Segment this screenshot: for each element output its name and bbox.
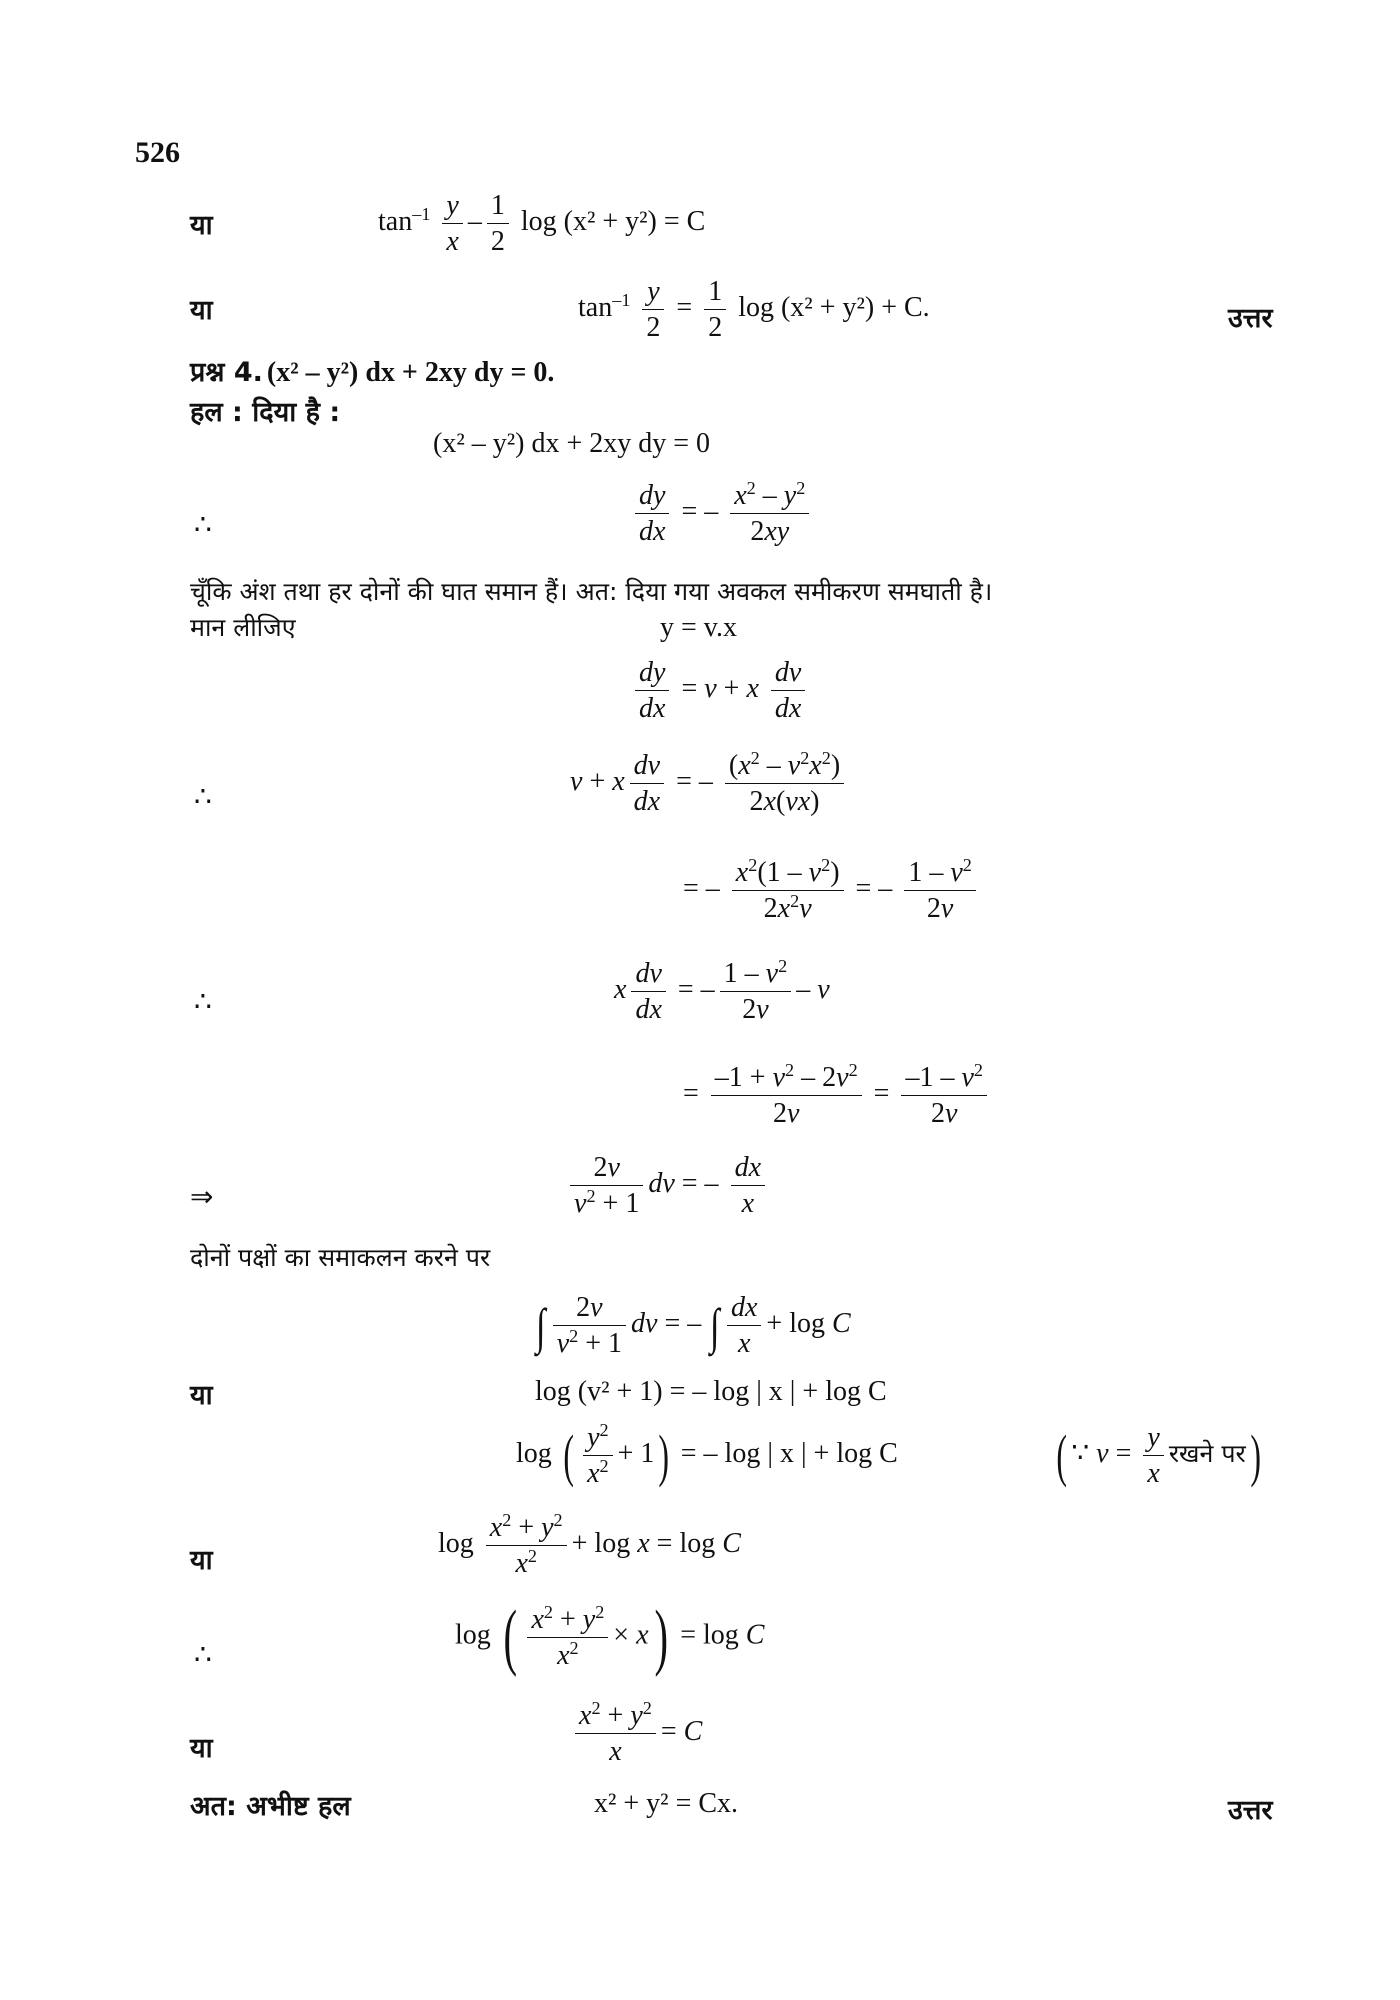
integrate-text: दोनों पक्षों का समाकलन करने पर [190, 1243, 491, 1272]
tan-text: tan [378, 205, 413, 237]
solution-label: हल : दिया है : [190, 397, 341, 428]
question-label: प्रश्न 4. [190, 357, 263, 388]
required-solution-label: अत: अभीष्ट हल [190, 1791, 351, 1822]
substitute-text: रखने पर [1168, 1438, 1246, 1468]
let-text: मान लीजिए [190, 613, 296, 642]
implies-symbol: ⇒ [190, 1182, 214, 1213]
equation-dydx: $\frac{dy}{dx}$ = – $\frac{x^2 - y^2}{2xy}$ [630, 478, 814, 549]
homogeneous-statement: चूँकि अंश तथा हर दोनों की घात समान हैं। अत: दिया गया अवकल समीकरण समघाती है। [190, 577, 993, 606]
label-ya: या [190, 1733, 213, 1764]
equation-y-vx: y = v.x [660, 612, 737, 643]
answer-label: उत्तर [1228, 303, 1273, 334]
page-number: 526 [135, 136, 180, 169]
equation-dydx-v: $\frac{dy}{dx}$ = v + x $\frac{dv}{dx}$ [630, 655, 810, 726]
equation-combine: = $\frac{-1 + v^2 - 2v^2}{2v}$ = $\frac{-1 - v^2}{2v}$ [683, 1060, 992, 1131]
equation-log-combined: log $\frac{x^2 + y^2}{x^2}$ + log x = log C [438, 1510, 741, 1579]
therefore-symbol: ∴ [194, 510, 212, 541]
equation-line-1: $\tan^{-1}$ $\frac{y}{x}$ – $\frac{1}{2}$ log (x² + y²) = C [378, 190, 706, 257]
log-v-term: log (v² + 1) [535, 1376, 663, 1407]
equation-log-y: log ( $\frac{y^2}{x^2}$ + 1) = – log | x | + log C [516, 1420, 898, 1489]
final-equation: x² + y² = Cx. [594, 1788, 739, 1819]
equation-log-product: log ( $\frac{x^2 + y^2}{x^2}$ × x) = log C [455, 1596, 765, 1678]
equation-separated: $\frac{2v}{v^2 + 1}$ dv = – $\frac{dx}{x}$ [565, 1150, 770, 1221]
equation-2-rest: log (x² + y²) + C. [738, 291, 930, 323]
question-heading [190, 352, 554, 389]
label-ya: या [190, 295, 213, 326]
label-ya: या [190, 1380, 213, 1411]
equation-integral: ∫ $\frac{2v}{v^2 + 1}$ dv = – ∫ $\frac{dx}{x}$ + log C [536, 1292, 851, 1359]
rhs-log-term: = – log | x | + log C [669, 1376, 887, 1407]
rhs-log-term: = – log | x | + log C [680, 1437, 898, 1469]
equation-x-dvdx: x $\frac{dv}{dx}$ = – $\frac{1 - v^2}{2v}$ – v [614, 956, 830, 1025]
therefore-symbol: ∴ [194, 1640, 212, 1671]
therefore-symbol: ∴ [194, 987, 212, 1018]
question-text: (x² – y²) dx + 2xy dy = 0. [266, 357, 555, 388]
equation-1-rest: log (x² + y²) = C [520, 205, 706, 237]
equation-line-2: $\tan^{-1}$ $\frac{y}{2}$ = $\frac{1}{2}$ log (x² + y²) + C. [578, 276, 930, 343]
answer-label: उत्तर [1228, 1795, 1273, 1826]
therefore-symbol: ∴ [194, 782, 212, 813]
label-ya: या [190, 210, 213, 241]
given-equation: (x² – y²) dx + 2xy dy = 0 [433, 428, 711, 459]
label-ya: या [190, 1545, 213, 1576]
equation-log-v [535, 1376, 887, 1408]
equation-substitution: v + x $\frac{dv}{dx}$ = – $\frac{(x^2 - v^2x^2)}{2x(vx)}$ [570, 748, 849, 819]
substitution-note: ( ∵ v = $\frac{y}{x}$ रखने पर) [1056, 1422, 1261, 1489]
equation-ratio: $\frac{x^2 + y^2}{x}$ = C [570, 1698, 702, 1769]
equation-simplify: = – $\frac{x^2(1 - v^2)}{2x^2v}$ = – $\frac{1 - v^2}{2v}$ [683, 855, 981, 926]
tan-text: tan [578, 291, 613, 323]
